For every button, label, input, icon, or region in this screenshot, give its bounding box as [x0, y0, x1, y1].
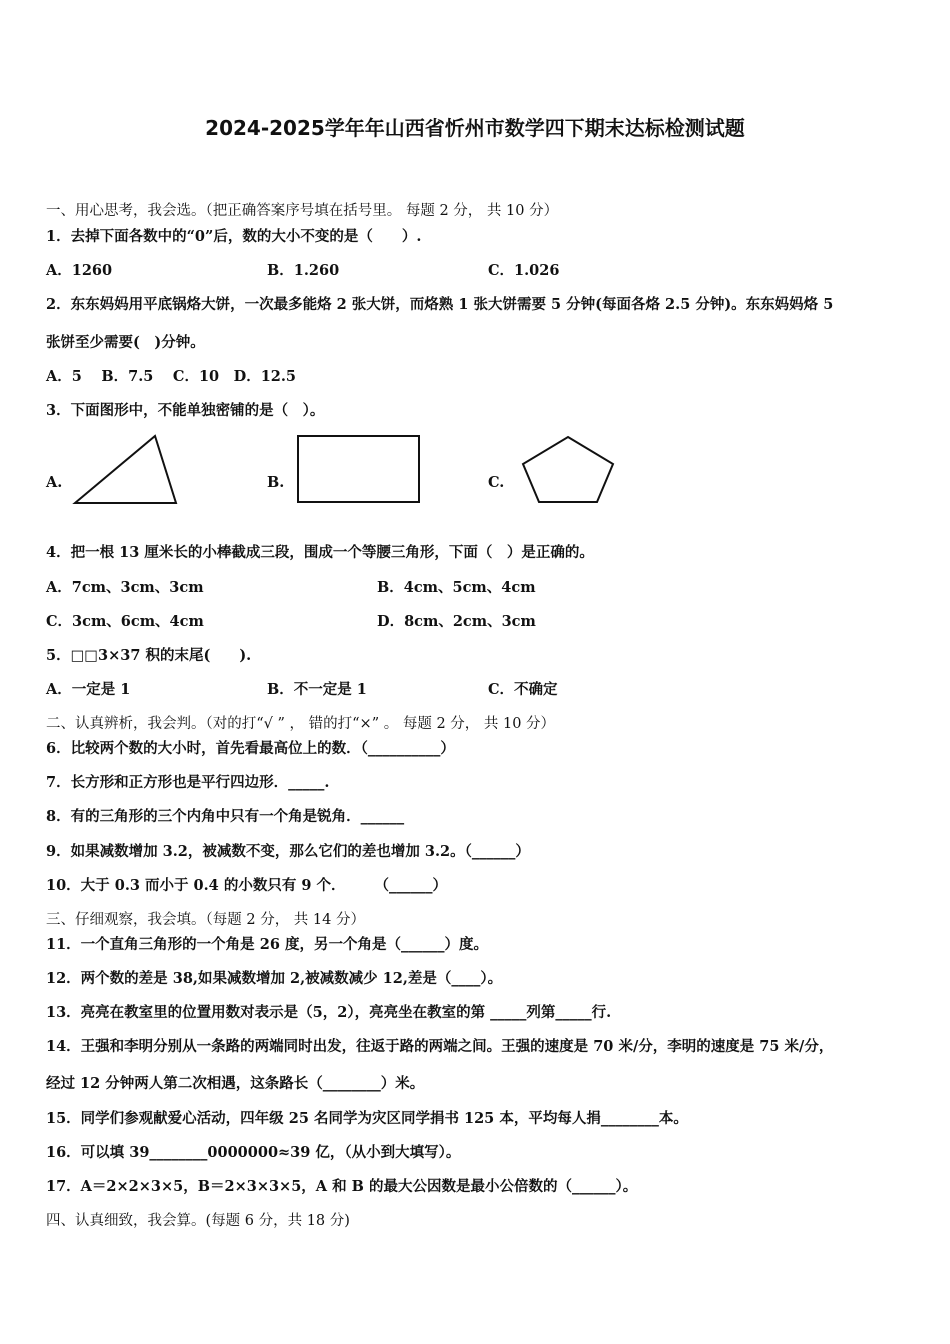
question-10: 10．大于 0.3 而小于 0.4 的小数只有 9 个． （______）: [46, 877, 448, 894]
question-2-line-2: 张饼至少需要( )分钟。: [46, 334, 205, 351]
question-2-line-1: 2．东东妈妈用平底锅烙大饼，一次最多能烙 2 张大饼，而烙熟 1 张大饼需要 5 分钟(每面各烙 2.5 分钟)。东东妈妈烙 5: [46, 296, 834, 313]
section-4-heading: 四、认真细致，我会算。(每题 6 分，共 18 分): [46, 1213, 350, 1229]
question-11: 11．一个直角三角形的一个角是 26 度，另一个角是（______）度。: [46, 936, 488, 953]
question-4-option-a: A．7cm、3cm、3cm: [46, 579, 204, 596]
question-13: 13．亮亮在教室里的位置用数对表示是（5，2），亮亮坐在教室的第 _____列第_____行.: [46, 1004, 612, 1021]
question-4-option-d: D．8cm、2cm、3cm: [377, 613, 536, 630]
question-8: 8．有的三角形的三个内角中只有一个角是锐角．______: [46, 808, 405, 825]
pentagon-figure: [520, 434, 616, 506]
question-1-option-c: C．1.026: [488, 262, 560, 279]
question-5-option-b: B．不一定是 1: [267, 681, 367, 698]
question-7: 7．长方形和正方形也是平行四边形．_____.: [46, 774, 330, 791]
question-5-option-c: C．不确定: [488, 681, 558, 698]
question-15: 15．同学们参观献爱心活动，四年级 25 名同学为灾区同学捐书 125 本，平均每人捐________本。: [46, 1110, 688, 1127]
question-16: 16．可以填 39________0000000≈39 亿，（从小到大填写）。: [46, 1144, 461, 1161]
question-4-option-c: C．3cm、6cm、4cm: [46, 613, 204, 630]
question-9: 9．如果减数增加 3.2，被减数不变，那么它们的差也增加 3.2。（______）: [46, 843, 530, 860]
question-2-options: A．5 B．7.5 C．10 D．12.5: [46, 368, 297, 385]
question-5-option-a: A．一定是 1: [46, 681, 131, 698]
question-14-line-1: 14．王强和李明分别从一条路的两端同时出发，往返于路的两端之间。王强的速度是 70 米/分，李明的速度是 75 米/分，: [46, 1038, 834, 1055]
question-12: 12．两个数的差是 38,如果减数增加 2,被减数减少 12,差是（____）。: [46, 970, 503, 987]
question-17: 17．A＝2×2×3×5，B＝2×3×3×5，A 和 B 的最大公因数是最小公倍数的（______）。: [46, 1178, 638, 1195]
question-1-option-a: A．1260: [46, 262, 113, 279]
question-3-stem: 3．下面图形中，不能单独密铺的是（ ）。: [46, 402, 325, 419]
question-4-option-b: B．4cm、5cm、4cm: [377, 579, 536, 596]
question-6: 6．比较两个数的大小时，首先看最高位上的数．（__________）: [46, 740, 455, 757]
section-2-heading: 二、认真辨析，我会判。（对的打“√ ” ， 错的打“×” 。 每题 2 分， 共 10 分）: [46, 716, 556, 732]
question-1-option-b: B．1.260: [267, 262, 340, 279]
question-1-stem: 1．去掉下面各数中的“0”后，数的大小不变的是（ ）.: [46, 228, 422, 245]
question-4-stem: 4．把一根 13 厘米长的小棒截成三段，围成一个等腰三角形，下面（ ）是正确的。: [46, 544, 594, 561]
question-14-line-2: 经过 12 分钟两人第二次相遇，这条路长（________）米。: [46, 1075, 425, 1092]
section-1-heading: 一、用心思考，我会选。（把正确答案序号填在括号里。 每题 2 分， 共 10 分）: [46, 203, 559, 219]
question-3-option-b: B.: [267, 474, 285, 491]
page-title: 2024-2025学年年山西省忻州市数学四下期末达标检测试题: [205, 116, 745, 140]
question-5-stem: 5．□□3×37 积的末尾( ).: [46, 647, 252, 664]
triangle-figure: [72, 433, 182, 507]
section-3-heading: 三、仔细观察，我会填。（每题 2 分， 共 14 分）: [46, 912, 365, 928]
rectangle-figure: [296, 434, 422, 506]
question-3-option-a: A.: [46, 474, 63, 491]
question-3-option-c: C.: [488, 474, 505, 491]
